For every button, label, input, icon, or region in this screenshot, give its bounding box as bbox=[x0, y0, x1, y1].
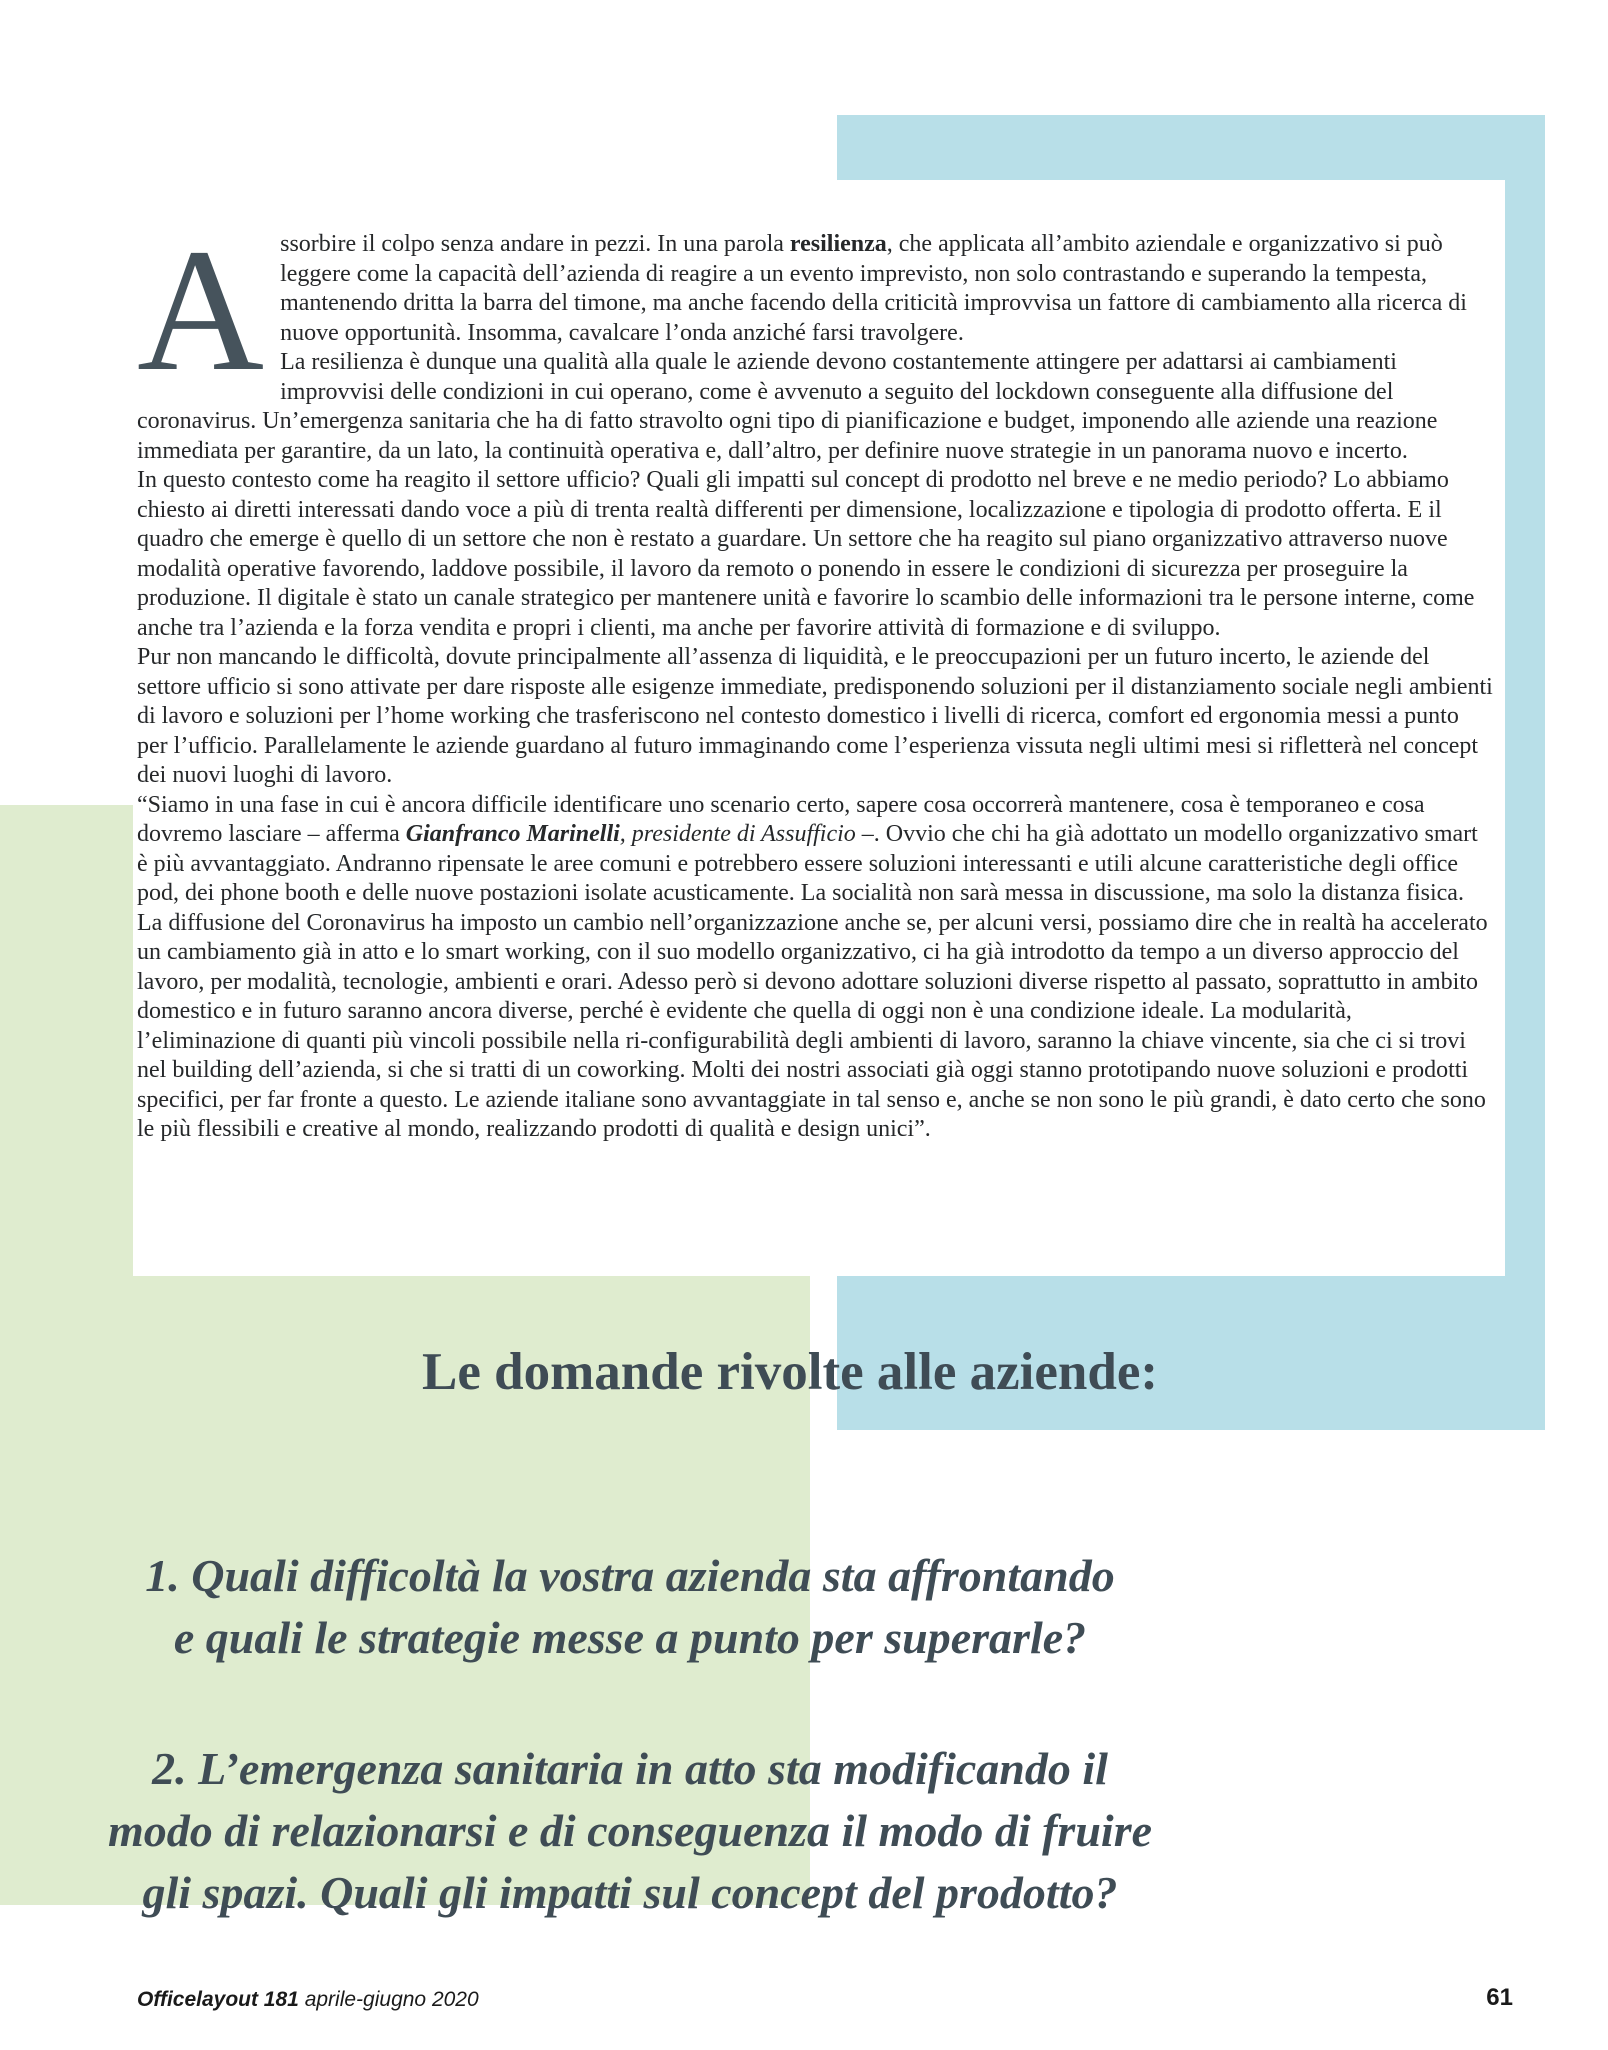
dropcap-letter: A bbox=[137, 213, 265, 408]
question-1-line-1: 1. Quali difficoltà la vostra azienda sta affrontando bbox=[145, 1550, 1115, 1601]
question-2-line-1: 2. L’emergenza sanitaria in atto sta modificando il bbox=[152, 1743, 1108, 1794]
footer-magazine-title: Officelayout 181 bbox=[137, 1988, 299, 2011]
lead-text-pre: ssorbire il colpo senza andare in pezzi. In una parola bbox=[280, 231, 790, 257]
quoted-person-role: , presidente di Assufficio – bbox=[619, 821, 874, 847]
article-paragraph: La resilienza è dunque una qualità alla quale le aziende devono costantemente attingere per adattarsi ai cambiamenti improvvisi delle condizioni in cui operano, come è avvenuto a seguito del lockdown conseguente alla diffusione del coronavirus. Un’emergenza sanitaria che ha di fatto stravolto ogni tipo di pianificazione e budget, imponendo alle aziende una reazione immediata per garantire, da un lato, la continuità operativa e, dall’altro, per definire nuove strategie in un panorama nuovo e incerto. bbox=[137, 349, 1438, 464]
quote-text-post: . Ovvio che chi ha già adottato un modello organizzativo smart è più avvantaggiato. Andranno ripensate le aree comuni e potrebbero essere soluzioni interessanti e utili alcune caratteristiche degli office pod, dei phone booth e delle nuove postazioni isolate acusticamente. La socialità non sarà messa in discussione, ma solo la distanza fisica. bbox=[137, 821, 1478, 906]
page-number: 61 bbox=[1486, 1984, 1513, 2011]
questions-heading: Le domande rivolte alle aziende: bbox=[422, 1343, 1158, 1401]
question-1 bbox=[60, 1545, 1200, 1669]
article-body bbox=[133, 180, 1505, 1276]
keyword-resilienza: resilienza bbox=[789, 231, 887, 257]
footer-magazine-info bbox=[137, 1988, 479, 2012]
question-1-line-2: e quali le strategie messe a punto per superarle? bbox=[173, 1612, 1087, 1663]
question-2 bbox=[30, 1738, 1230, 1924]
quote-text-pre: “Siamo in una fase in cui è ancora difficile identificare uno scenario certo, sapere cosa occorrerà mantenere, cosa è temporaneo e cosa dovremo lasciare – afferma bbox=[137, 791, 1425, 847]
article-paragraph: In questo contesto come ha reagito il settore ufficio? Quali gli impatti sul concept di prodotto nel breve e ne medio periodo? Lo abbiamo chiesto ai diretti interessati dando voce a più di trenta realtà differenti per dimensione, localizzazione e tipologia di prodotto offerta. E il quadro che emerge è quello di un settore che non è restato a guardare. Un settore che ha reagito sul piano organizzativo attraverso nuove modalità operative favorendo, laddove possibile, il lavoro da remoto o ponendo in essere le condizioni di sicurezza per proseguire la produzione. Il digitale è stato un canale strategico per mantenere unità e favorire lo scambio delle informazioni tra le persone interne, come anche tra l’azienda e la forza vendita e propri i clienti, ma anche per favorire attività di formazione e di sviluppo. bbox=[137, 467, 1475, 641]
article-paragraph: Pur non mancando le difficoltà, dovute principalmente all’assenza di liquidità, e le preoccupazioni per un futuro incerto, le aziende del settore ufficio si sono attivate per dare risposte alle esigenze immediate, predisponendo soluzioni per il distanziamento sociale negli ambienti di lavoro e soluzioni per l’home working che trasferiscono nel contesto domestico i livelli di ricerca, comfort ed ergonomia messi a punto per l’ufficio. Parallelamente le aziende guardano al futuro immaginando come l’esperienza vissuta negli ultimi mesi si rifletterà nel concept dei nuovi luoghi di lavoro. bbox=[137, 644, 1493, 788]
footer-issue-date: aprile-giugno 2020 bbox=[298, 1988, 479, 2011]
question-2-line-2: modo di relazionarsi e di conseguenza il modo di fruire bbox=[107, 1805, 1153, 1856]
quoted-person-name: Gianfranco Marinelli bbox=[405, 821, 620, 847]
question-2-line-3: gli spazi. Quali gli impatti sul concept del prodotto? bbox=[142, 1867, 1118, 1918]
lead-text-post: , che applicata all’ambito aziendale e organizzativo si può leggere come la capacità dell’azienda di reagire a un evento imprevisto, non solo contrastando e superando la tempesta, mantenendo dritta la barra del timone, ma anche facendo della criticità improvvisa un fattore di cambiamento alla ricerca di nuove opportunità. Insomma, cavalcare l’onda anziché farsi travolgere. bbox=[280, 231, 1467, 346]
article-paragraph-quote bbox=[137, 791, 1493, 909]
article-paragraph: La diffusione del Coronavirus ha imposto un cambio nell’organizzazione anche se, per alcuni versi, possiamo dire che in realtà ha accelerato un cambiamento già in atto e lo smart working, con il suo modello organizzativo, ci ha già introdotto da tempo a un diverso approccio del lavoro, per modalità, tecnologie, ambienti e orari. Adesso però si devono adottare soluzioni diverse rispetto al passato, soprattutto in ambito domestico e in futuro saranno ancora diverse, perché è evidente che quella di oggi non è una condizione ideale. La modularità, l’eliminazione di quanti più vincoli possibile nella ri-configurabilità degli ambienti di lavoro, saranno la chiave vincente, sia che ci si trovi nel building dell’azienda, si che si tratti di un coworking. Molti dei nostri associati già oggi stanno prototipando nuove soluzioni e prodotti specifici, per far fronte a questo. Le aziende italiane sono avvantaggiate in tal senso e, anche se non sono le più grandi, è dato certo che sono le più flessibili e creative al mondo, realizzando prodotti di qualità e design unici”. bbox=[137, 909, 1488, 1142]
